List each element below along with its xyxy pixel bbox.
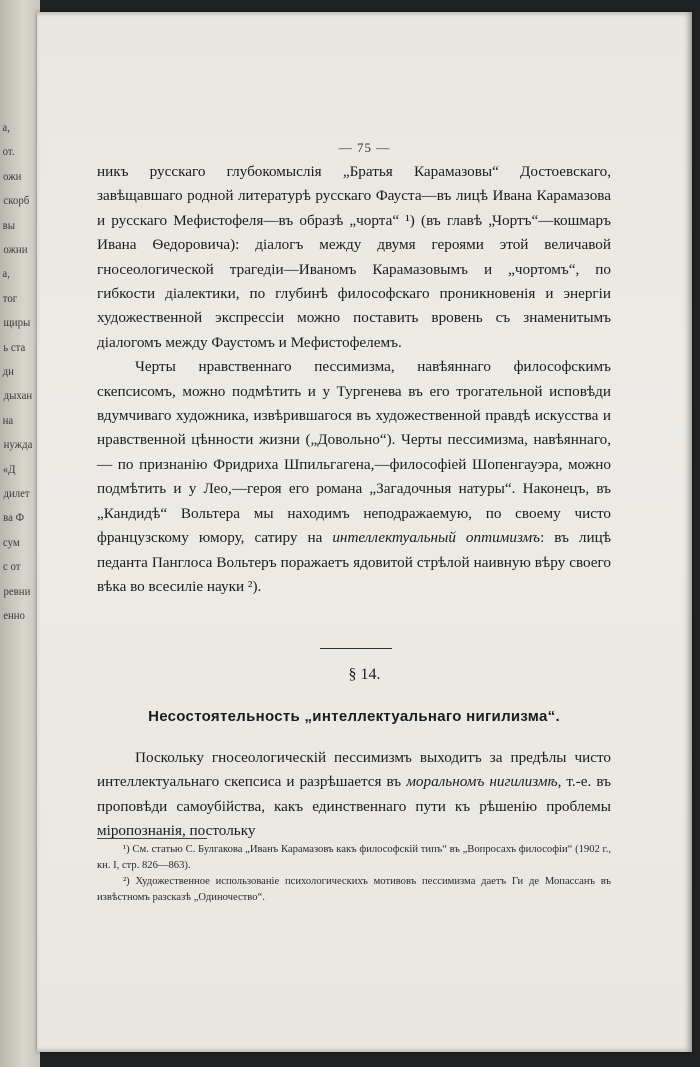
facing-page-fragment: щиры	[3, 315, 31, 330]
main-text-continued	[97, 746, 611, 844]
footnotes	[97, 842, 611, 906]
facing-page-fragment: ревни	[3, 583, 31, 598]
facing-page-fragment: нужда	[3, 437, 33, 452]
facing-page-fragment: енно	[3, 608, 25, 622]
facing-page-fragment: вы	[2, 217, 16, 232]
paragraph-3-end: , т.-е. въ проповѣди самоубійства, какъ единственнаго пути къ рѣшенію проблемы міропознанія, постольку	[97, 773, 611, 840]
paragraph-3	[97, 746, 611, 844]
main-text	[97, 160, 611, 599]
footnote-2: ²) Художественное использованіе психологическихъ мотивовъ пессимизма даетъ Ги де Мопассанъ въ извѣстномъ разсказѣ „Одиночество“.	[97, 876, 611, 903]
paragraph-3-start: Поскольку гносеологическій пессимизмъ выходитъ за предѣлы чисто интеллектуальнаго скепсиса и разрѣшается въ	[97, 749, 611, 791]
facing-page-fragment: дн	[2, 364, 14, 378]
book-page	[37, 12, 692, 1052]
facing-page-fragment: с от	[2, 559, 21, 574]
facing-page-fragment: ь ста	[3, 339, 26, 354]
paragraph-1: никъ русскаго глубокомыслія „Братья Карамазовы“ Достоевскаго, завѣщавшаго родной литературѣ русскаго Фауста—въ лицѣ Ивана Карамазова и русскаго Мефистофеля—въ образѣ „чорта“ ¹) (въ главѣ „Чортъ“—кошмаръ Ивана Ѳедоровича): діалогъ между двумя героями этой величавой гносеологической трагедіи—Иваномъ Карамазовымъ и „чортомъ“, по гибкости діалектики, по глубинѣ философскаго проникновенія и энергіи художественной экспрессіи можно поставить вровень съ знаменитымъ діалогомъ между Фаустомъ и Мефистофелемъ.	[97, 163, 611, 351]
paragraph-2-start: Черты нравственнаго пессимизма, навѣяннаго философскимъ скепсисомъ, можно подмѣтить и у Тургенева въ его трогательной исповѣди вдумчиваго художника, извѣрившагося въ художественной правдѣ искусства и нравственной цѣнности жизни („Довольно“). Черты пессимизма, навѣяннаго, — по признанію Фридриха Шпильгагена,—философіей Шопенгауэра, можно подмѣтить и у Лео,—героя его романа „Загадочныя натуры“. Наконецъ, въ „Кандидѣ“ Вольтера мы находимъ неподражаемую, по своему чисто французскому юмору, сатиру на	[97, 358, 611, 547]
facing-page-fragment: на	[2, 412, 14, 427]
facing-page-fragment: а,	[2, 266, 10, 281]
facing-page-fragment: дыхан	[3, 388, 33, 403]
page-number: — 75 —	[338, 140, 391, 155]
facing-page-fragment: «Д	[2, 461, 16, 476]
facing-page-fragment: скорб	[3, 193, 30, 208]
facing-page-fragment: сум	[2, 534, 20, 549]
facing-page-fragment: дилет	[3, 486, 30, 500]
facing-page-fragment: а,	[2, 120, 10, 134]
facing-page-fragment: ожни	[3, 242, 28, 256]
facing-page-edge	[0, 0, 40, 1067]
footnote-1: ¹) См. статью С. Булгакова „Иванъ Карамазовъ какъ философскій типъ“ въ „Вопросахъ философіи“ (1902 г., кн. I, стр. 826—863).	[97, 844, 611, 871]
facing-page-fragment: ва Ф	[3, 510, 25, 525]
facing-page-fragment: тог	[2, 290, 18, 305]
section-number: § 14.	[348, 666, 381, 683]
section-heading: Несостоятельность „интеллектуальнаго нигилизма“.	[148, 708, 560, 725]
paragraph-2-italic: интеллектуальный оптимизмъ	[332, 529, 541, 547]
facing-page-fragment: от.	[2, 144, 15, 159]
section-divider	[320, 648, 392, 649]
paragraph-2-end: : въ лицѣ педанта Панглоса Вольтеръ поражаетъ ядовитой стрѣлой наивную вѣру своего вѣка во всесиліе науки ²).	[97, 529, 611, 595]
paragraph-2	[97, 355, 611, 599]
paragraph-3-italic: моральномъ нигилизмѣ	[406, 773, 558, 791]
footnote-divider	[97, 838, 207, 839]
facing-page-fragment: ожи	[3, 168, 22, 183]
